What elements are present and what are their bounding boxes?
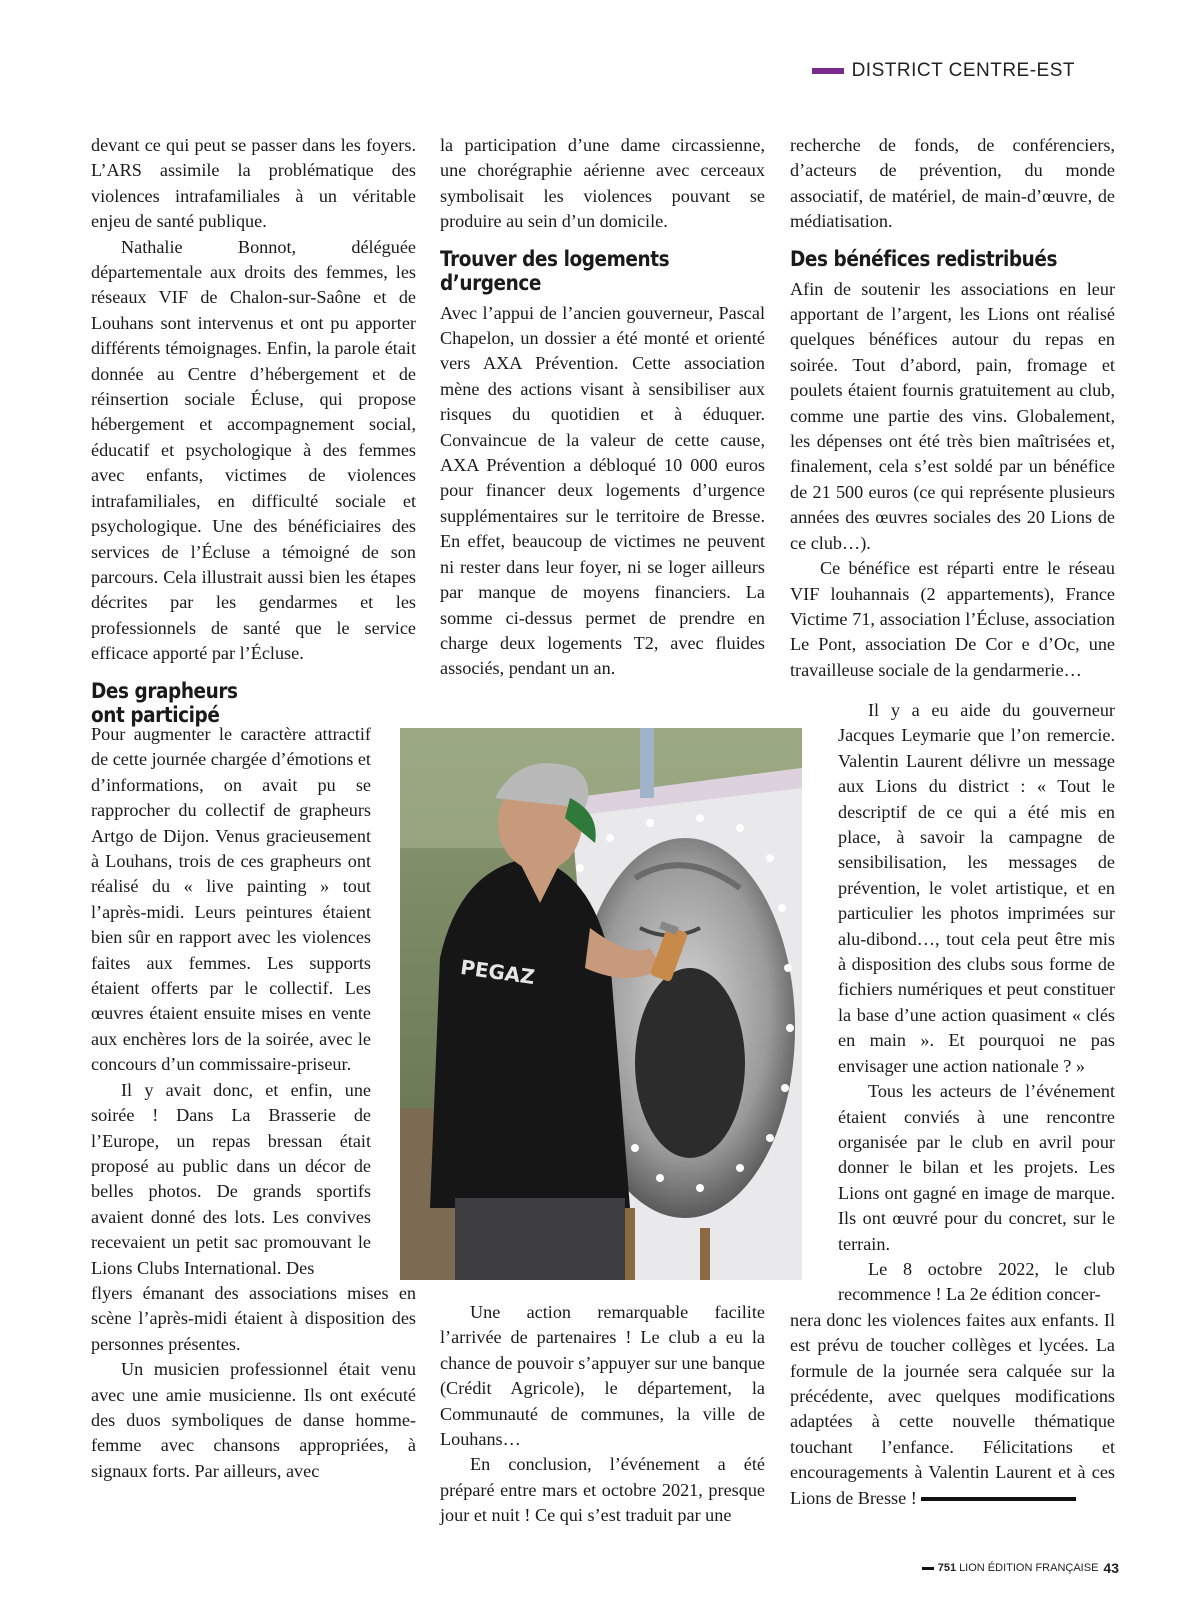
footer-dash <box>922 1567 934 1570</box>
graffiti-artist-photo <box>400 728 802 1280</box>
page-number: 43 <box>1103 1560 1119 1576</box>
paragraph: En conclusion, l’événement a été préparé entre mars et octobre 2021, presque jour et nuit ! Ce qui s’est traduit par une <box>440 1454 765 1526</box>
section-accent-bar <box>812 68 844 74</box>
paragraph: Un musicien professionnel était venu avec une amie musicienne. Ils ont exécuté des duos symboliques de danse homme-femme avec chansons appropriées, à signaux forts. Par ailleurs, avec <box>91 1359 416 1481</box>
article-photo <box>400 728 802 1280</box>
paragraph: flyers émanant des associations mises en scène l’après-midi étaient à disposition des personnes présentes. <box>91 1282 416 1354</box>
paragraph: Tous les acteurs de l’événement étaient conviés à une rencontre organisée par le club en avril pour donner le bilan et les projets. Les Lions ont gagné en image de marque. Ils ont œuvré pour du concret, sur le terrain. <box>838 1081 1115 1254</box>
text-wrap-narrow <box>91 722 371 1281</box>
section-title: DISTRICT CENTRE-EST <box>851 60 1075 81</box>
column-3-lower <box>790 698 1115 1511</box>
page-footer <box>922 1560 1119 1576</box>
paragraph: la participation d’une dame circassienne, une chorégraphie aérienne avec cerceaux symbolisait les violences pouvant se produire au sein d’un domicile. <box>440 135 765 232</box>
paragraph: devant ce qui peut se passer dans les foyers. L’ARS assimile la problématique des violences intrafamiliales à un véritable enjeu de santé publique. <box>91 135 416 232</box>
end-of-article-rule <box>921 1497 1076 1501</box>
paragraph: Nathalie Bonnot, déléguée départementale aux droits des femmes, les réseaux VIF de Chalon-sur-Saône et de Louhans sont intervenus et ont pu apporter différents témoignages. Enfin, la parole était donnée au Centre d’hébergement et de réinsertion sociale Écluse, qui propose hébergement et accompagnement social, éducatif et psychologique à des femmes avec enfants, victimes de violences intrafamiliales, en difficulté sociale et psychologique. Une des bénéficiaires des services de l’Écluse a témoigné de son parcours. Cela illustrait aussi bien les étapes décrites par les gendarmes et les professionnels de santé que le service efficace apporté par l’Écluse. <box>91 236 416 664</box>
column-3-upper <box>790 133 1115 683</box>
paragraph: Une action remarquable facilite l’arrivée de partenaires ! Le club a eu la chance de pouvoir s’appuyer sur une banque (Crédit Agricole), le département, la Communauté de communes, la ville de Louhans… <box>440 1302 765 1450</box>
column-2-lower <box>440 1300 765 1529</box>
paragraph: Pour augmenter le caractère attractif de cette journée chargée d’émotions et d’informations, on avait pu se rapprocher du collectif de grapheurs Artgo de Dijon. Venus gracieusement à Louhans, trois de ces grapheurs ont réalisé du « live painting » tout l’après-midi. Leurs peintures étaient bien sûr en rapport avec les violences faites aux femmes. Les supports étaient offerts par le collectif. Les œuvres étaient ensuite mises en vente aux enchères lors de la soirée, avec le concours d’un commissaire-priseur. <box>91 724 371 1075</box>
paragraph: Afin de soutenir les associations en leur apportant de l’argent, les Lions ont réalisé quelques bénéfices autour du repas en soirée. Tout d’abord, pain, fromage et poulets étaient fournis gratuitement au club, comme une partie des vins. Globalement, les dépenses ont été très bien maîtrisées et, finalement, cela s’est soldé par un bénéfice de 21 500 euros (ce qui représente plusieurs années des œuvres sociales des 20 Lions de ce club…). <box>790 278 1115 553</box>
column-2-upper <box>440 133 765 682</box>
paragraph: Avec l’appui de l’ancien gouverneur, Pascal Chapelon, un dossier a été monté et orienté vers AXA Prévention. Cette association mène des actions visant à sensibiliser aux risques du quotidien et à éduquer. Convaincue de la valeur de cette cause, AXA Prévention a débloqué 10 000 euros pour financer deux logements d’urgence supplémentaires sur le territoire de Bresse. En effet, beaucoup de victimes ne peuvent ni rester dans leur foyer, ni se loger ailleurs par manque de moyens financiers. La somme ci-dessus permet de prendre en charge deux logements T2, avec fluides associés, pendant un an. <box>440 302 765 679</box>
paragraph: nera donc les violences faites aux enfants. Il est prévu de toucher collèges et lycées. La formule de la journée sera calquée sur la précédente, avec quelques modifications adaptées à cette nouvelle thématique touchant l’enfance. Félicitations et encouragements à Valentin Laurent et à ces Lions de Bresse ! <box>790 1309 1115 1508</box>
text-wrap-narrow <box>838 698 1115 1308</box>
issue-number: 751 <box>937 1562 957 1574</box>
publication-name: LION ÉDITION FRANÇAISE <box>959 1562 1099 1574</box>
paragraph: Ce bénéfice est réparti entre le réseau VIF louhannais (2 appartements), France Victime 71, association l’Écluse, association Le Pont, association De Cor e d’Oc, une travailleuse sociale de la gendarmerie… <box>790 558 1115 680</box>
subheading-grapheurs: Des grapheurs ont participé <box>91 678 238 727</box>
shirt-logo: PEGAZ <box>458 954 537 990</box>
paragraph: Il y a eu aide du gouverneur Jacques Leymarie que l’on remercie. Valentin Laurent délivre un message aux Lions du district : « Tout le descriptif de ce qui a été mis en place, à savoir la campagne de sensibilisation, les messages de prévention, le volet artistique, et en particulier les photos imprimées sur alu-dibond…, tout cela peut être mis à disposition des clubs sous forme de fichiers numériques et peut constituer la base d’une action quasiment « clés en main ». Et pourquoi ne pas envisager une action nationale ? » <box>838 700 1115 1076</box>
column-1-lower <box>91 722 416 1484</box>
paragraph: Le 8 octobre 2022, le club recommence ! La 2e édition concer- <box>838 1258 1115 1305</box>
column-1-upper <box>91 133 416 733</box>
subheading-logements: Trouver des logements d’urgence <box>440 246 670 295</box>
section-header <box>812 60 1075 82</box>
subheading-benefices: Des bénéfices redistribués <box>790 246 1058 271</box>
paragraph: Il y avait donc, et enfin, une soirée ! Dans La Brasserie de l’Europe, un repas bressan était proposé au public dans un décor de belles photos. De grands sportifs avaient donné des lots. Les convives recevaient un petit sac promouvant le Lions Clubs International. Des <box>91 1079 371 1278</box>
paragraph: recherche de fonds, de conférenciers, d’acteurs de prévention, du monde associatif, de matériel, de main-d’œuvre, de médiatisation. <box>790 135 1115 232</box>
